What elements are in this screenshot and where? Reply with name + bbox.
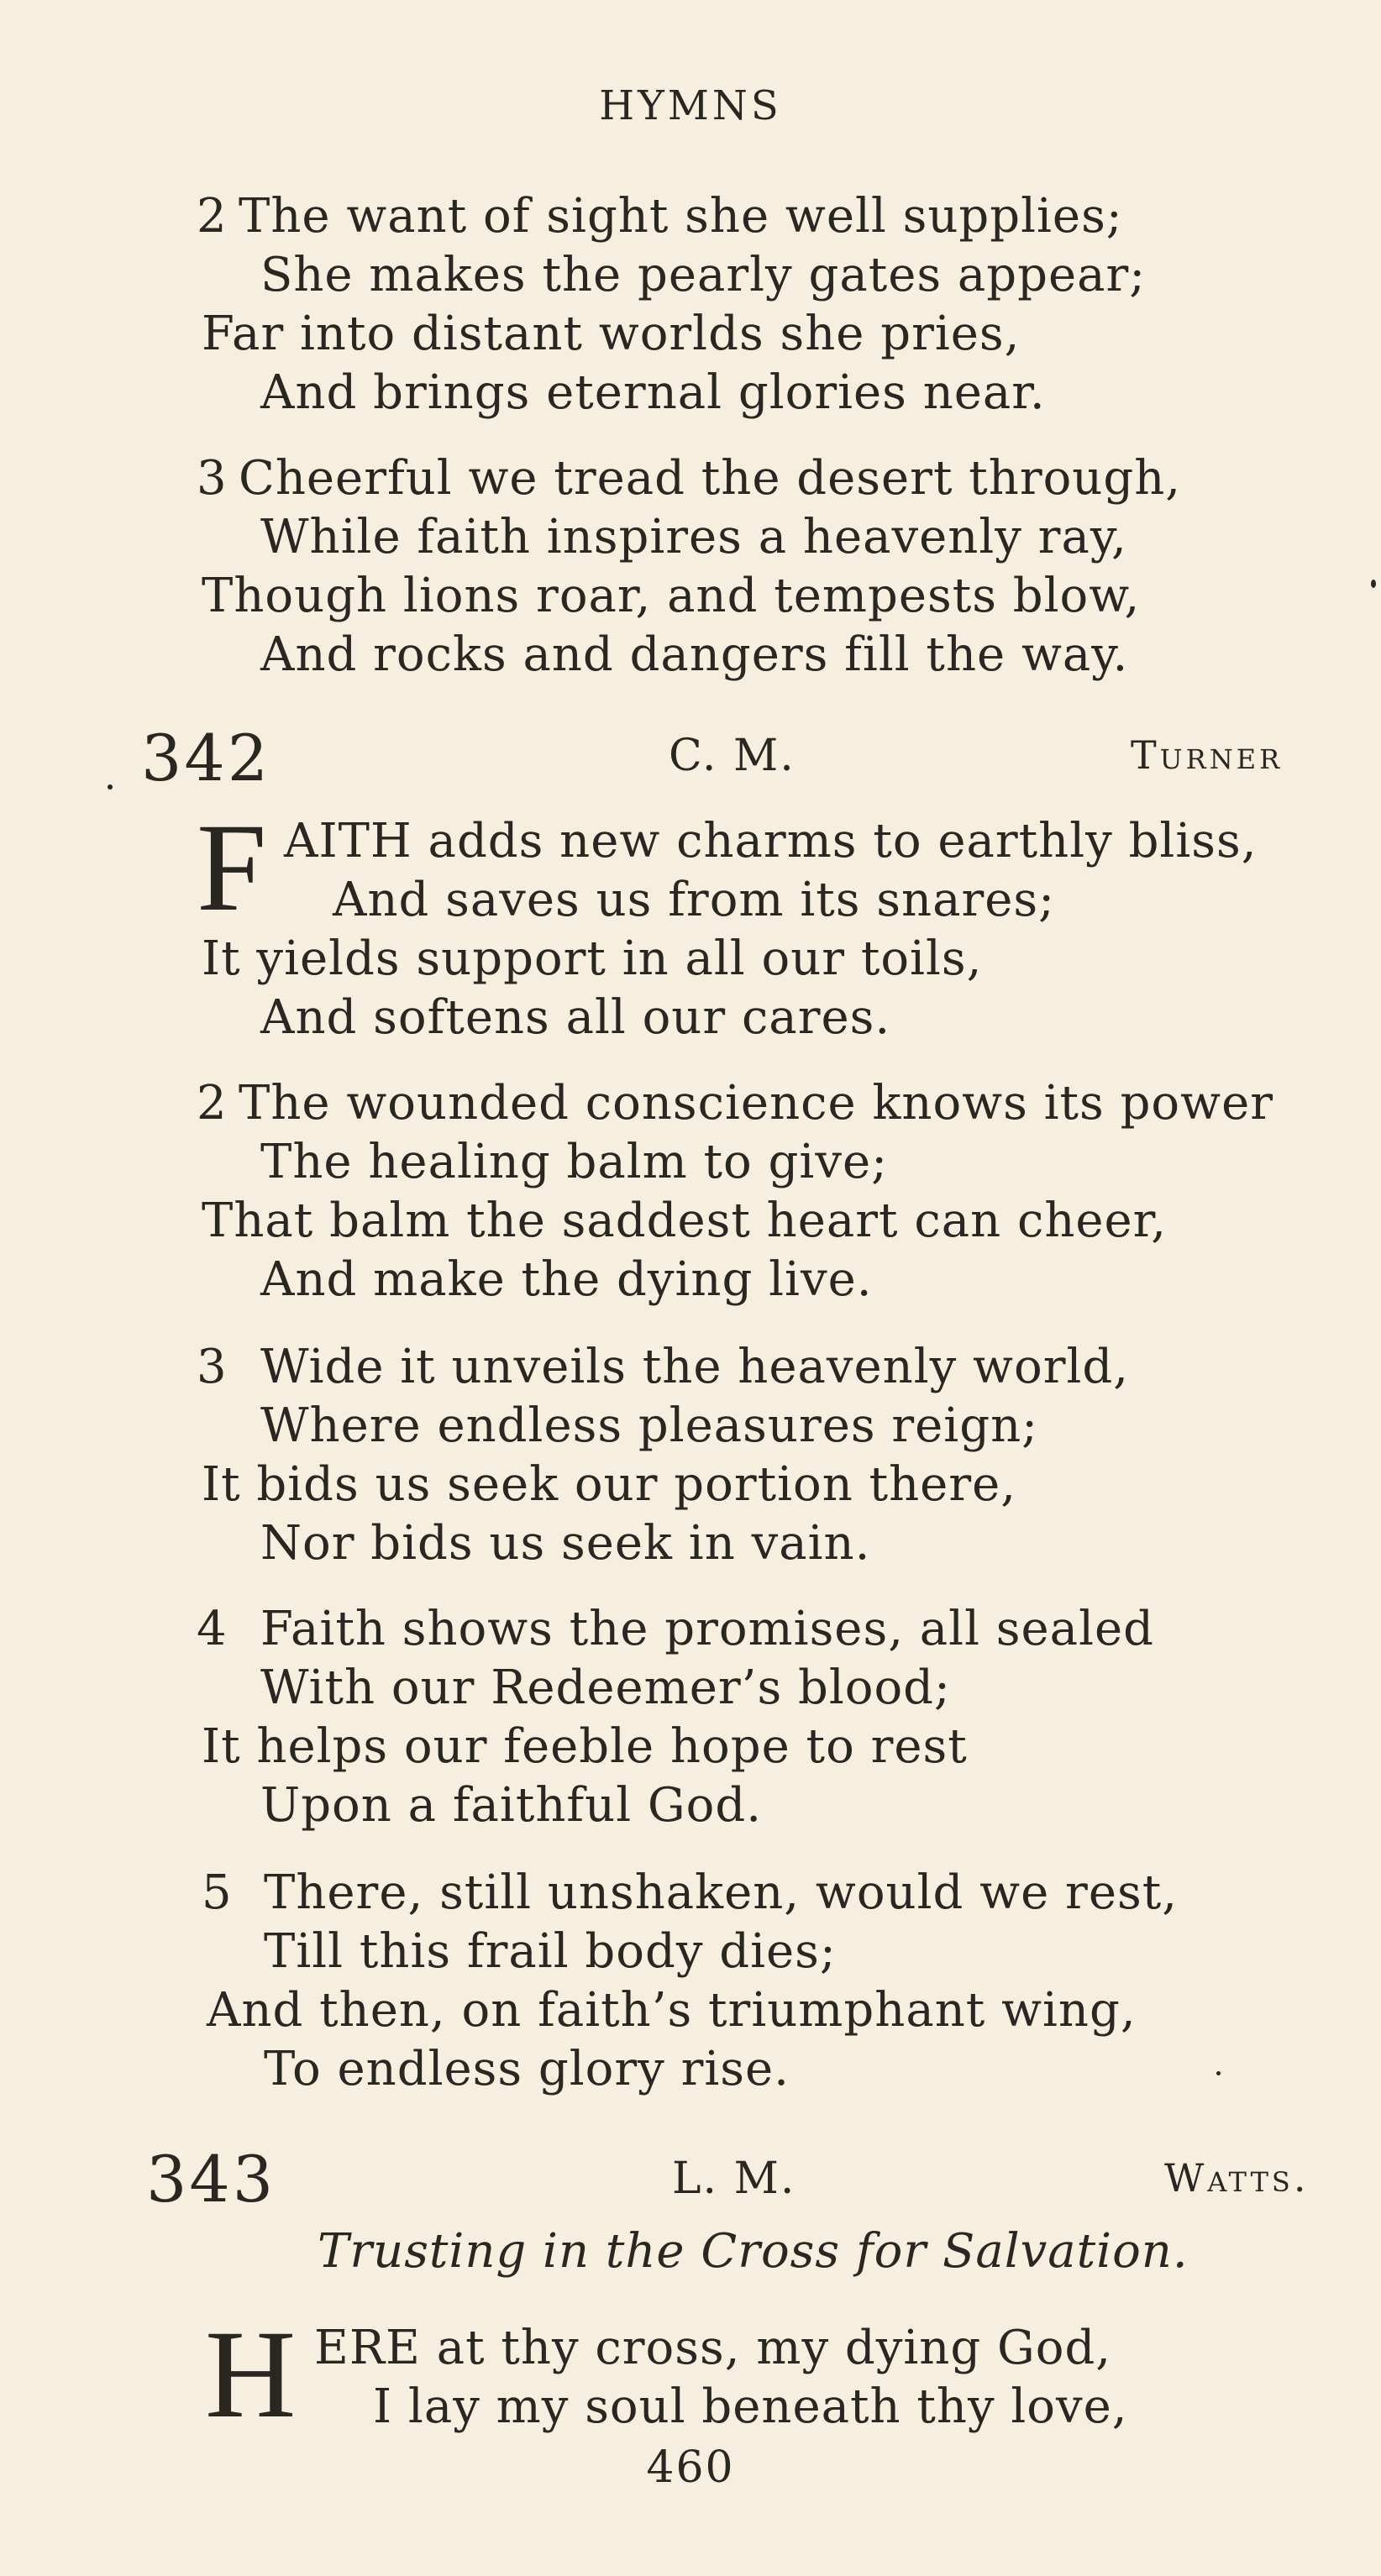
verse-line: The wounded conscience knows its power	[239, 1076, 1273, 1131]
verse-line: ERE at thy cross, my dying God,	[314, 2321, 1112, 2375]
verse-line: It helps our feeble hope to rest	[202, 1719, 968, 1774]
verse-line: There, still unshaken, would we rest,	[264, 1865, 1179, 1920]
drop-cap: H	[205, 2305, 297, 2444]
hymn-number: 343	[146, 2142, 276, 2217]
print-speck	[1216, 2071, 1221, 2075]
verse-line: While faith inspires a heavenly ray,	[260, 510, 1127, 564]
verse-line: Nor bids us seek in vain.	[260, 1516, 871, 1571]
verse-line: Wide it unveils the heavenly world,	[260, 1340, 1130, 1394]
verse-line: Upon a faithful God.	[260, 1778, 763, 1833]
verse-line: I lay my soul beneath thy love,	[373, 2379, 1128, 2434]
verse-line: Far into distant worlds she pries,	[202, 307, 1021, 361]
meter: L. M.	[672, 2154, 796, 2204]
verse-line: Faith shows the promises, all sealed	[260, 1602, 1154, 1656]
verse-line: That balm the saddest heart can cheer,	[202, 1194, 1168, 1248]
verse-line: And softens all our cares.	[260, 990, 891, 1045]
print-speck	[1371, 580, 1376, 588]
verse-line: Where endless pleasures reign;	[260, 1398, 1038, 1453]
verse-line: Though lions roar, and tempests blow,	[202, 569, 1141, 623]
verse-line: And rocks and dangers fill the way.	[260, 627, 1129, 682]
verse-line: To endless glory rise.	[264, 2042, 790, 2096]
stanza-number: 3	[197, 451, 228, 506]
verse-line: Till this frail body dies;	[264, 1924, 837, 1979]
running-head: HYMNS	[599, 82, 782, 129]
composer: Watts.	[1164, 2155, 1310, 2201]
page-number: 460	[646, 2442, 735, 2493]
verse-line: It bids us seek our portion there,	[202, 1457, 1017, 1512]
stanza-number: 3	[197, 1340, 228, 1394]
verse-line: The healing balm to give;	[260, 1135, 888, 1189]
stanza-number: 2	[197, 189, 228, 244]
composer: Turner	[1131, 732, 1284, 778]
print-speck	[108, 784, 113, 790]
verse-line: And saves us from its snares;	[333, 873, 1055, 927]
hymn-number: 342	[141, 721, 271, 795]
verse-line: And make the dying live.	[260, 1252, 873, 1307]
verse-line: It yields support in all our toils,	[202, 931, 983, 986]
verse-line: She makes the pearly gates appear;	[260, 248, 1147, 302]
drop-cap: F	[197, 798, 267, 937]
stanza-number: 4	[197, 1602, 228, 1656]
verse-line: And then, on faith’s triumphant wing,	[207, 1983, 1137, 2038]
stanza-number: 2	[197, 1076, 228, 1131]
verse-line: And brings eternal glories near.	[260, 365, 1046, 420]
verse-line: Cheerful we tread the desert through,	[239, 451, 1182, 506]
verse-line: The want of sight she well supplies;	[239, 189, 1123, 244]
verse-line: AITH adds new charms to earthly bliss,	[284, 814, 1258, 868]
meter: C. M.	[669, 731, 796, 781]
stanza-number: 5	[202, 1865, 233, 1920]
verse-line: With our Redeemer’s blood;	[260, 1660, 951, 1715]
hymn-subtitle: Trusting in the Cross for Salvation.	[318, 2224, 1189, 2279]
